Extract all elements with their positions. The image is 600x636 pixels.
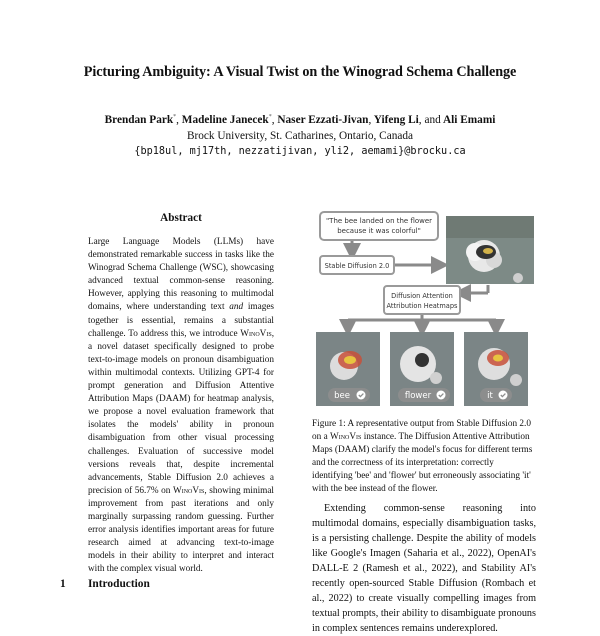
panel-label: bee [334, 391, 350, 401]
prompt-text: "The bee landed on the flower [325, 217, 433, 225]
heatmap-panel-bee [316, 332, 380, 406]
section-number: 1 [60, 578, 66, 590]
figure-1 [312, 208, 536, 406]
figure-caption [312, 418, 536, 497]
dataset-name: WinoVis [240, 328, 272, 339]
abstract-text: , showing minimal improvement from past iterations and only marginally surpassing random guessing. Further error analysis identifies important areas for future research aimed at advancing text-to-image models in their ability to interpret and interact with the complex visual world. [88, 485, 275, 575]
heatmap-panel-flower [390, 332, 454, 406]
author-list [30, 114, 570, 126]
affiliation: Brock University, St. Catharines, Ontario, Canada [186, 130, 414, 142]
intro-paragraph: Extending common-sense reasoning into multimodal domains, especially disambiguation tasks, is a persisting challenge. Despite the ability of models like Google's Imagen (Saharia et al., 2022), OpenAI's DALL-E 2 (Ramesh et al., 2022), and Stability AI's recently open-sourced Stable Diffusion (Rombach et al., 2022) to create visually compelling images from textual prompts, their ability to disambiguate pronouns in complex sentences remains underexplored. [312, 503, 536, 634]
generated-image [446, 216, 534, 284]
abstract-text: , a novel dataset specifically designed to probe text-to-image models on pronoun disambiguation within multimodal contexts. Utilizing GPT-4 for prompt generation and Diffusion Attentive Attribution Maps (DAAM) for heatmap analysis, we propose a novel evaluation framework that isolates the models' ability in pronoun disambiguation from other visual processing challenges. Evaluation of successive model versions reveals that, despite incremental advancements, Stable Diffusion 2.0 achieves a precision of 56.7% on [88, 328, 274, 496]
author-mark: * [268, 114, 272, 121]
dataset-name: WinoVis [172, 485, 205, 496]
author-and: and [424, 114, 441, 126]
abstract-text: Large Language Models (LLMs) have demonstrated remarkable success in tasks like the Winograd Schema Challenge (WSC), showcasing advanced textual common-sense reasoning. However, applying this reasoning to multimodal domains, where understanding text [88, 237, 274, 313]
check-icon [437, 391, 446, 400]
author-separator: , [418, 114, 422, 126]
author-name: Naser Ezzati-Jivan [277, 114, 369, 126]
panel-label: flower [404, 391, 432, 401]
author-name: Yifeng Li [373, 114, 419, 126]
section-title: Introduction [88, 578, 150, 590]
abstract-heading: Abstract [160, 212, 202, 224]
author-name: Brendan Park [104, 114, 174, 126]
check-icon [499, 391, 508, 400]
prompt-text: because it was colorful" [337, 227, 421, 235]
dataset-name: WinoVis [329, 432, 362, 443]
daam-label: Diffusion Attention [391, 292, 453, 300]
author-separator: , [176, 114, 179, 126]
section-heading [60, 578, 150, 590]
heatmap-panel-it [464, 332, 528, 406]
model-label: Stable Diffusion 2.0 [324, 262, 390, 270]
paper-title: Picturing Ambiguity: A Visual Twist on the Winograd Schema Challenge [83, 64, 517, 80]
abstract-emphasis: and [229, 302, 244, 313]
author-separator: , [368, 114, 372, 126]
author-mark: * [173, 114, 177, 121]
figure-diagram [312, 208, 536, 406]
caption-text: Figure 1: A representative output from Stable Diffusion 2.0 on a [312, 419, 531, 443]
author-emails: {bp18ul, mj17th, nezzatijivan, yli2, aemami}@brocku.ca [134, 146, 466, 157]
author-separator: , [271, 114, 275, 126]
abstract-body [88, 236, 274, 576]
caption-text: instance. The Diffusion Attentive Attribution Maps (DAAM) clarify the model's focus for different terms and the correctness of its interpretation: correctly identifying 'bee' and 'flower' but erroneously associating 'it' with the bee instead of the flower. [312, 432, 533, 495]
check-icon [357, 391, 366, 400]
author-name: Madeline Janecek [181, 114, 269, 126]
author-name: Ali Emami [442, 114, 496, 126]
daam-label: Attribution Heatmaps [386, 302, 458, 310]
panel-label: it [487, 391, 493, 401]
abstract-text: images together is essential, remains a substantial challenge. To address this, we introduce [88, 302, 275, 339]
